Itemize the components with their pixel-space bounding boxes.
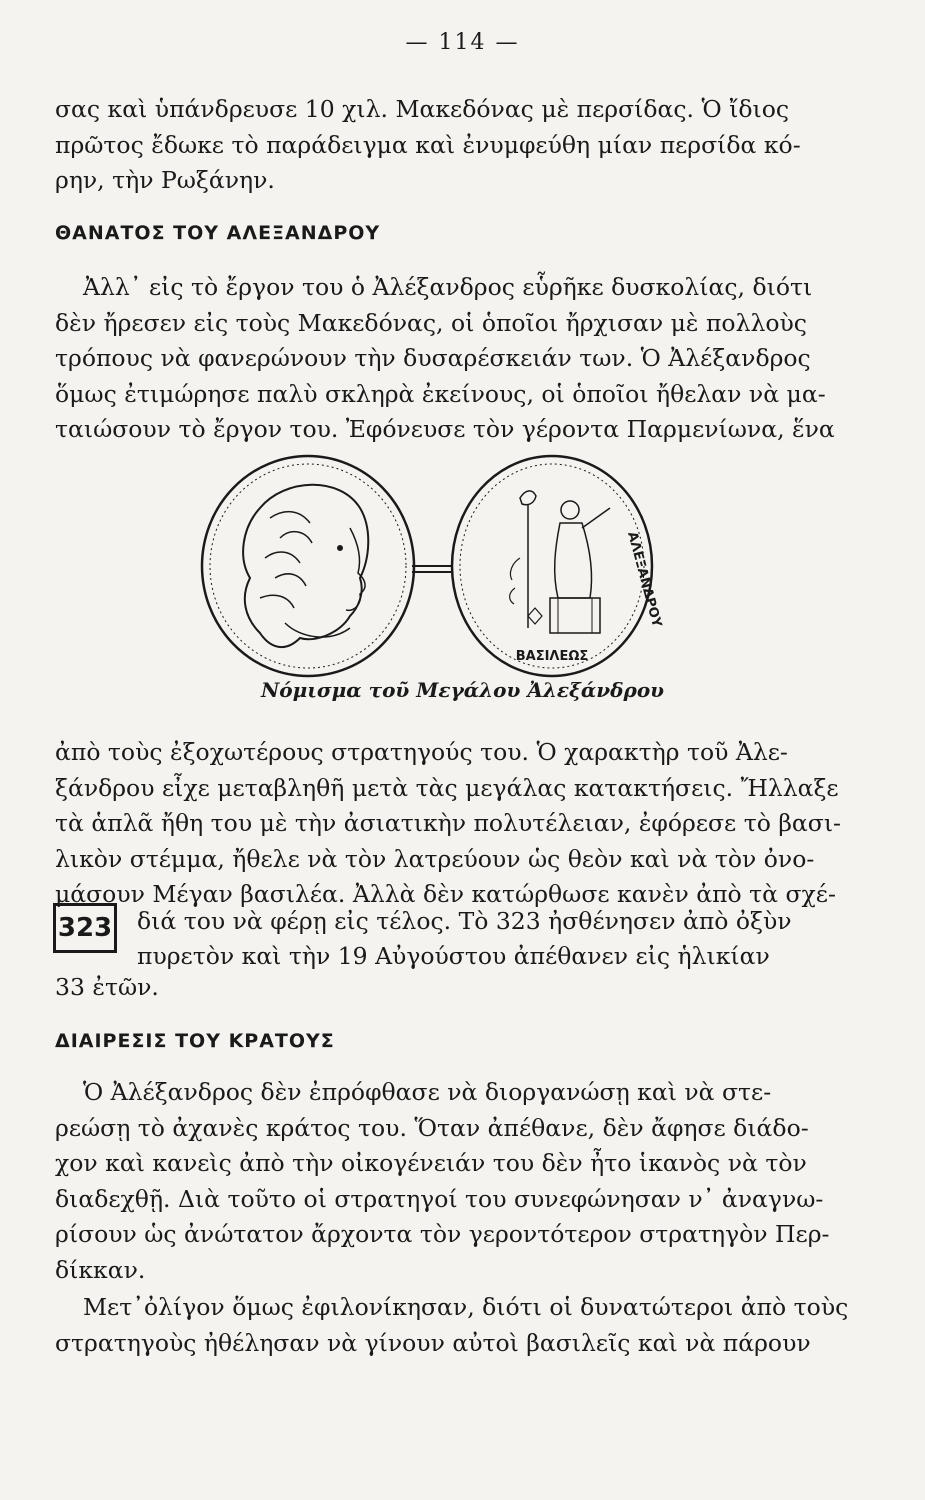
text-line: δὲν ἤρεσεν εἰς τοὺς Μακεδόνας, οἱ ὁποῖοι ἤρχισαν μὲ πολλοὺς [55,308,807,337]
text-line: πρῶτος ἔδωκε τὸ παράδειγμα καὶ ἐνυμφεύθη μίαν περσίδα κό- [55,130,801,159]
text-line: ταιώσουν τὸ ἔργον του. Ἐφόνευσε τὸν γέροντα Παρμενίωνα, ἕνα [55,415,835,443]
text-line: τὰ ἁπλᾶ ἤθη του μὲ τὴν ἀσιατικὴν πολυτέλειαν, ἐφόρεσε τὸ βασι- [55,809,841,837]
text-line: Ὁ Ἀλέξανδρος δὲν ἐπρόφθασε νὰ διοργανώσῃ καὶ νὰ στε- [83,1078,772,1106]
image-caption: Νόμισμα τοῦ Μεγάλου Ἀλεξάνδρου [260,678,665,702]
text-line: διά του νὰ φέρῃ εἰς τέλος. Τὸ 323 ἠσθένησεν ἀπὸ ὀξὺν [137,907,792,935]
paragraph-character-end [55,970,855,1006]
text-line: ἀπὸ τοὺς ἐξοχωτέρους στρατηγούς του. Ὁ χαρακτὴρ τοῦ Ἀλε- [55,738,788,766]
text-line: μάσουν Μέγαν βασιλέα. Ἀλλὰ δὲν κατώρθωσε κανὲν ἀπὸ τὰ σχέ- [55,880,836,908]
coin-legend-right: ΑΛΕΞΑΝΔΡΟΥ [624,530,665,629]
text-line: ρίσουν ὡς ἀνώτατον ἄρχοντα τὸν γεροντότερον στρατηγὸν Περ- [55,1220,830,1248]
text-line: σας καὶ ὑπάνδρευσε 10 χιλ. Μακεδόνας μὲ περσίδας. Ὁ ἴδιος [55,95,790,123]
page-number: — 114 — [405,30,520,55]
coin-reverse [452,456,652,676]
paragraph-death [55,270,855,448]
paragraph-character-side [137,904,857,974]
text-line: δίκκαν. [55,1255,146,1284]
paragraph-intro [55,92,855,199]
text-line: Μετ᾽ὀλίγον ὅμως ἐφιλονίκησαν, διότι οἱ δυνατώτεροι ἀπὸ τοὺς [83,1293,849,1321]
text-line: χον καὶ κανεὶς ἀπὸ τὴν οἰκογένειάν του δὲν ἦτο ἱκανὸς νὰ τὸν [55,1149,807,1177]
section-heading-division: ΔΙΑΙΡΕΣΙΣ ΤΟΥ ΚΡΑΤΟΥΣ [55,1030,335,1052]
text-line: Ἀλλ᾽ εἰς τὸ ἔργον του ὁ Ἀλέξανδρος εὗρῆκε δυσκολίας, διότι [83,273,813,301]
paragraph-character [55,735,855,913]
text-line: ὅμως ἐτιμώρησε παλὺ σκληρὰ ἐκείνους, οἱ ὁποῖοι ἤθελαν νὰ μα- [55,379,826,408]
text-line: ρην, τὴν Ρωξάνην. [55,166,275,194]
coin-obverse [202,456,414,676]
coin-legend-bottom: ΒΑΣΙΛΕΩΣ [515,649,589,664]
year-badge: 323 [53,903,117,953]
paragraph-division [55,1075,855,1288]
text-line: 33 ἐτῶν. [55,973,159,1001]
section-heading-death: ΘΑΝΑΤΟΣ ΤΟΥ ΑΛΕΞΑΝΔΡΟΥ [55,222,381,244]
text-line: διαδεχθῇ. Διὰ τοῦτο οἱ στρατηγοί του συνεφώνησαν ν᾽ ἀναγνω- [55,1184,824,1213]
text-line: ξάνδρου εἶχε μεταβληθῆ μετὰ τὰς μεγάλας κατακτήσεις. Ἤλλαξε [55,773,839,802]
text-line: τρόπους νὰ φανερώνουν τὴν δυσαρέσκειάν των. Ὁ Ἀλέξανδρος [55,344,811,372]
text-line: ρεώσῃ τὸ ἀχανὲς κράτος του. Ὅταν ἀπέθανε, δὲν ἄφησε διάδο- [55,1113,809,1142]
coin-illustration [190,448,680,678]
paragraph-quarrel [55,1290,855,1361]
text-line: πυρετὸν καὶ τὴν 19 Αὐγούστου ἀπέθανεν εἰς ἡλικίαν [137,942,770,970]
text-line: λικὸν στέμμα, ἤθελε νὰ τὸν λατρεύουν ὡς θεὸν καὶ νὰ τὸν ὀνο- [55,844,815,873]
text-line: στρατηγοὺς ἠθέλησαν νὰ γίνουν αὐτοὶ βασιλεῖς καὶ νὰ πάρουν [55,1328,811,1357]
